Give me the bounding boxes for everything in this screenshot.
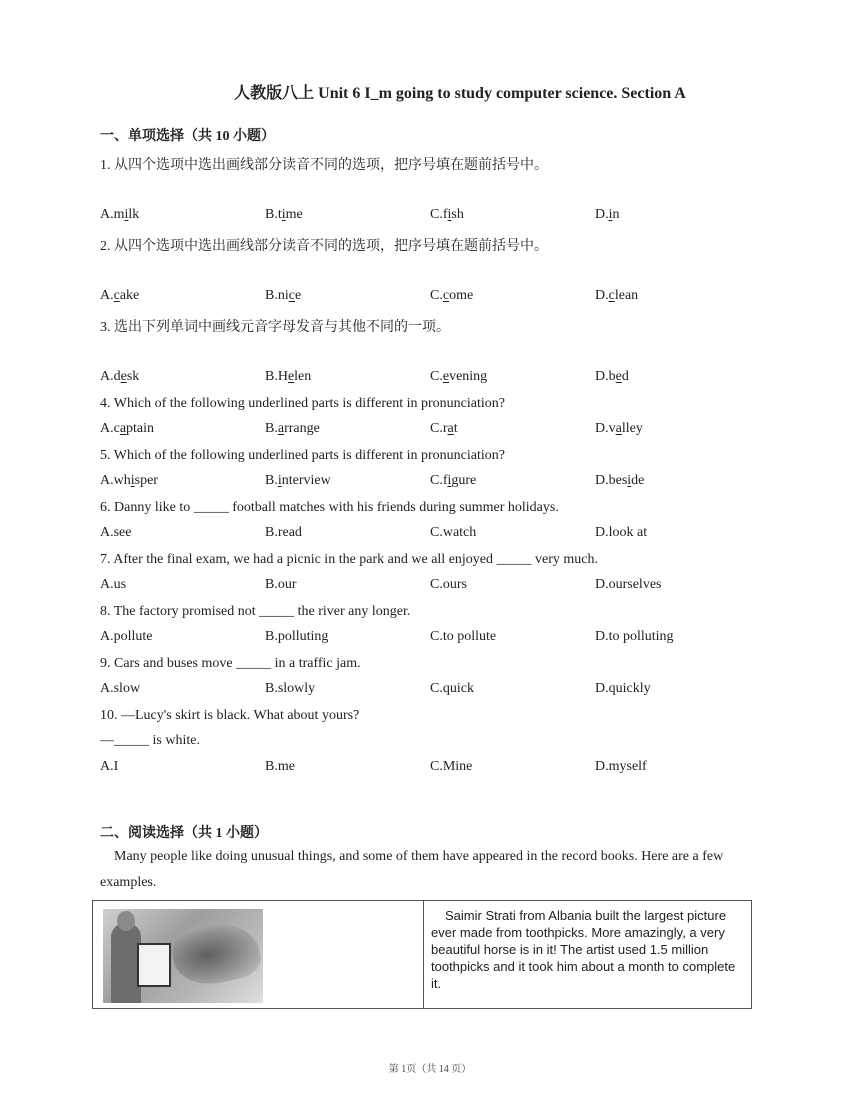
q2-option-c[interactable]: C.come (430, 288, 474, 303)
q10-option-d[interactable]: D.myself (595, 759, 647, 774)
q4-option-b[interactable]: B.arrange (265, 421, 320, 436)
q1-option-a[interactable]: A.milk (100, 207, 140, 222)
q7-option-c[interactable]: C.ours (430, 577, 467, 592)
question-3: 3. 选出下列单词中画线元音字母发音与其他不同的一项。 (100, 320, 450, 335)
photo-certificate-shape (137, 943, 171, 987)
q8-option-d[interactable]: D.to polluting (595, 629, 674, 644)
q8-option-a[interactable]: A.pollute (100, 629, 153, 644)
q5-option-a[interactable]: A.whisper (100, 473, 158, 488)
toothpick-horse-photo (103, 909, 263, 1003)
q1-option-c[interactable]: C.fish (430, 207, 464, 222)
q7-option-a[interactable]: A.us (100, 577, 127, 592)
page-footer: 第 1页（共 14 页） (388, 1064, 472, 1075)
section-heading-single-choice: 一、单项选择（共 10 小题） (100, 129, 275, 144)
q5-option-c[interactable]: C.figure (430, 473, 477, 488)
photo-horse-shape (168, 915, 263, 992)
q6-option-a[interactable]: A.see (100, 525, 132, 540)
table-divider (423, 901, 424, 1008)
q4-option-a[interactable]: A.captain (100, 421, 155, 436)
question-4: 4. Which of the following underlined parts is different in pronunciation? (100, 396, 505, 411)
q3-option-d[interactable]: D.bed (595, 369, 629, 384)
q9-option-b[interactable]: B.slowly (265, 681, 316, 696)
q9-option-a[interactable]: A.slow (100, 681, 141, 696)
q6-option-b[interactable]: B.read (265, 525, 302, 540)
q9-option-d[interactable]: D.quickly (595, 681, 651, 696)
q4-option-c[interactable]: C.rat (430, 421, 458, 436)
q6-option-d[interactable]: D.look at (595, 525, 648, 540)
q3-option-c[interactable]: C.evening (430, 369, 488, 384)
q8-option-c[interactable]: C.to pollute (430, 629, 497, 644)
q5-option-b[interactable]: B.interview (265, 473, 331, 488)
section-heading-reading: 二、阅读选择（共 1 小题） (100, 826, 268, 841)
question-10: 10. —Lucy's skirt is black. What about yours? (100, 708, 360, 723)
q8-option-b[interactable]: B.polluting (265, 629, 329, 644)
question-5: 5. Which of the following underlined parts is different in pronunciation? (100, 448, 505, 463)
question-9: 9. Cars and buses move _____ in a traffic jam. (100, 656, 361, 671)
question-6: 6. Danny like to _____ football matches with his friends during summer holidays. (100, 500, 559, 515)
q1-option-d[interactable]: D.in (595, 207, 620, 222)
question-10-line-2: —_____ is white. (100, 733, 200, 748)
question-7: 7. After the final exam, we had a picnic in the park and we all enjoyed _____ very much. (100, 552, 598, 567)
q9-option-c[interactable]: C.quick (430, 681, 474, 696)
q3-option-b[interactable]: B.Helen (265, 369, 312, 384)
q10-option-c[interactable]: C.Mine (430, 759, 473, 774)
q4-option-d[interactable]: D.valley (595, 421, 643, 436)
q6-option-c[interactable]: C.watch (430, 525, 477, 540)
q10-option-b[interactable]: B.me (265, 759, 295, 774)
q10-option-a[interactable]: A.I (100, 759, 119, 774)
q3-option-a[interactable]: A.desk (100, 369, 140, 384)
table-cell-text: Saimir Strati from Albania built the largest picture ever made from toothpicks. More amazingly, a very beautiful horse is in it! The artist used 1.5 million toothpicks and it took him about a month to complete it. (431, 908, 736, 991)
page-title: 人教版八上 Unit 6 I_m going to study computer science. Section A (234, 85, 686, 102)
photo-head-shape (117, 911, 135, 931)
question-8: 8. The factory promised not _____ the river any longer. (100, 604, 411, 619)
question-1: 1. 从四个选项中选出画线部分读音不同的选项，把序号填在题前括号中。 (100, 158, 548, 173)
q2-option-d[interactable]: D.clean (595, 288, 639, 303)
q7-option-b[interactable]: B.our (265, 577, 297, 592)
q5-option-d[interactable]: D.beside (595, 473, 645, 488)
question-2: 2. 从四个选项中选出画线部分读音不同的选项，把序号填在题前括号中。 (100, 239, 548, 254)
q2-option-b[interactable]: B.nice (265, 288, 302, 303)
reading-table (92, 900, 752, 1009)
q2-option-a[interactable]: A.cake (100, 288, 140, 303)
reading-intro: Many people like doing unusual things, and some of them have appeared in the record books. Here are a few examples. (100, 849, 724, 890)
q1-option-b[interactable]: B.time (265, 207, 303, 222)
q7-option-d[interactable]: D.ourselves (595, 577, 662, 592)
